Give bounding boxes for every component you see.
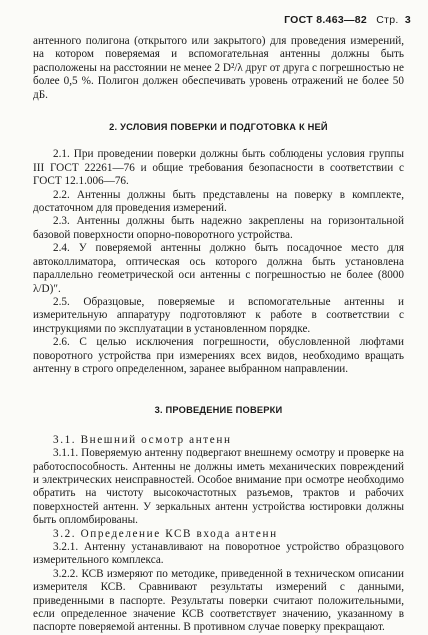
paragraph-3-1-1: 3.1.1. Поверяемую антенну подвергают внешнему осмотру и проверке на работоспособность. Антенны не должны иметь механических повреждений и электрических неисправностей. Особое внимание при осмотре необходимо обратить на чистоту высокочастотных разъемов, трактов и рабочих поверхностей антенн. У зеркальных антенн устройства юстировки должны быть опломбированы.	[33, 447, 404, 527]
paragraph-2-1: 2.1. При проведении поверки должны быть соблюдены условия группы III ГОСТ 22261—76 и общие требования безопасности в соответствии с ГОСТ 12.1.006—76.	[33, 148, 404, 188]
paragraph-2-5: 2.5. Образцовые, поверяемые и вспомогательные антенны и измерительную аппаратуру подготовляют к работе в соответствии с инструкциями по эксплуатации в установленном порядке.	[33, 295, 404, 335]
intro-paragraph: антенного полигона (открытого или закрытого) для проведения измерений, на котором поверяемая и вспомогательная антенны должны быть расположены на расстоянии не менее 2 D²/λ друг от друга с погрешностью не более 0,5 %. Полигон должен обеспечивать уровень отражений не более 50 дБ.	[33, 35, 404, 101]
paragraph-2-3: 2.3. Антенны должны быть надежно закреплены на горизонтальной базовой поверхности опорно-поворотного устройства.	[33, 215, 404, 241]
paragraph-3-2-2: 3.2.2. КСВ измеряют по методике, приведенной в техническом описании измерителя КСВ. Сравнивают результаты измерений с данными, приведенными в паспорте. Результаты поверки считают положительными, если определенное значение КСВ соответствует значению, указанному в паспорте поверяемой антенны. В противном случае поверку прекращают.	[33, 567, 404, 634]
paragraph-2-6: 2.6. С целью исключения погрешности, обусловленной люфтами поворотного устройства при измерениях всех видов, необходимо вращать антенну в строго определенном, заранее выбранном направлении.	[33, 336, 404, 375]
subsection-3-1-heading: 3.1. Внешний осмотр антенн	[53, 433, 232, 446]
section-3-title: 3. ПРОВЕДЕНИЕ ПОВЕРКИ	[154, 405, 283, 416]
document-body	[33, 35, 404, 635]
page-header	[284, 14, 411, 26]
paragraph-2-2: 2.2. Антенны должны быть представлены на поверку в комплекте, достаточном для проведения измерений.	[33, 188, 404, 215]
paragraph-2-4: 2.4. У поверяемой антенны должно быть посадочное место для автоколлиматора, оптическая ось которого должна быть установлена параллельно геометрической оси антенны с погрешностью не более (8000 λ/D)″.	[33, 242, 404, 295]
paragraph-3-2-1: 3.2.1. Антенну устанавливают на поворотное устройство образцового измерительного комплекса.	[33, 541, 404, 567]
page-label: Стр.	[376, 14, 399, 26]
subsection-3-2-heading: 3.2. Определение КСВ входа антенн	[53, 527, 278, 540]
page-number: 3	[404, 14, 411, 26]
section-2-title: 2. УСЛОВИЯ ПОВЕРКИ И ПОДГОТОВКА К НЕЙ	[109, 122, 328, 133]
standard-number: ГОСТ 8.463—82	[284, 14, 368, 26]
